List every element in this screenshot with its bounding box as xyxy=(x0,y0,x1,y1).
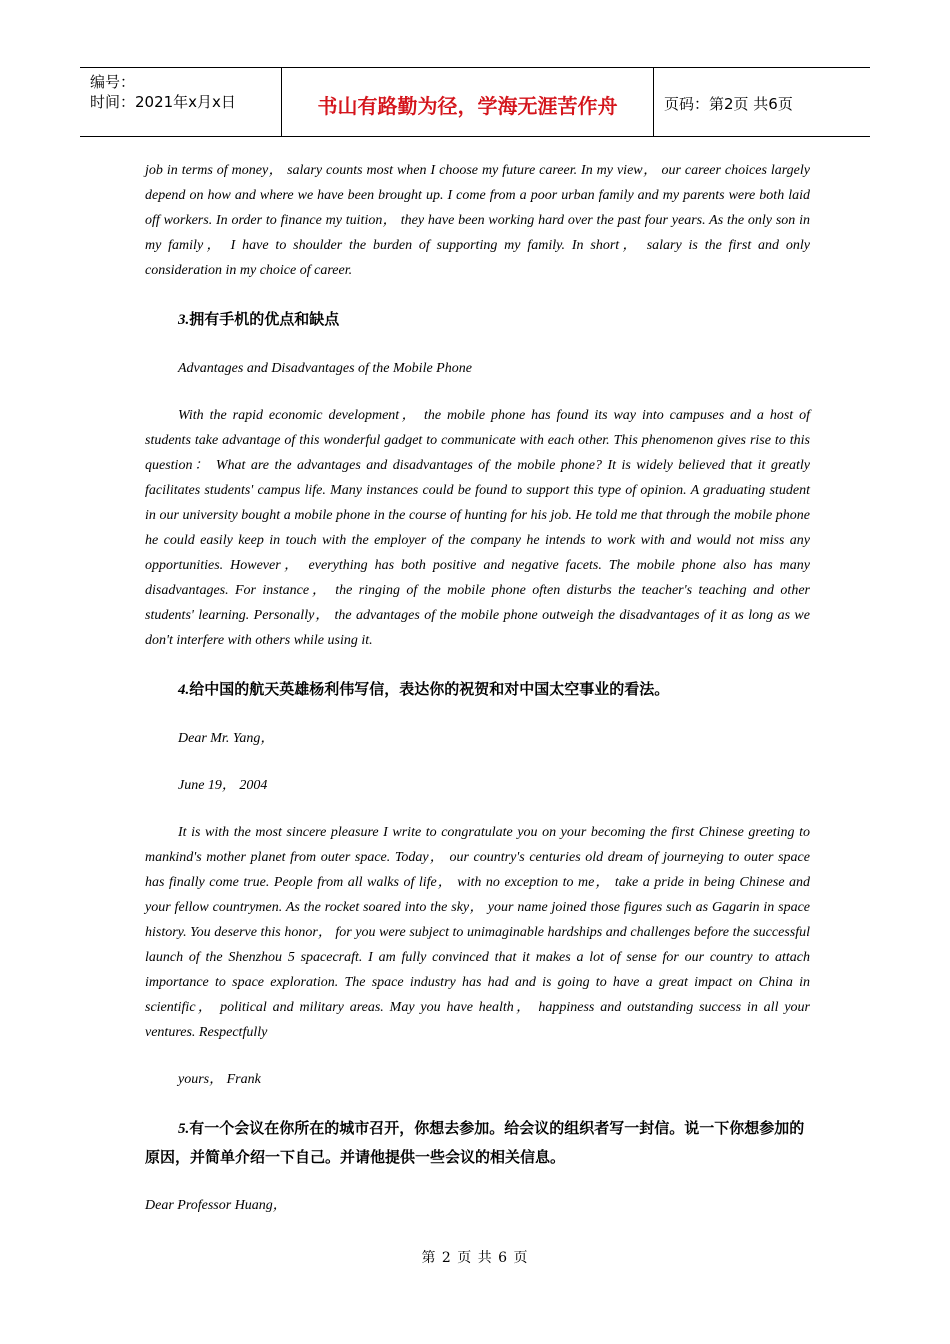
section-3-heading xyxy=(145,305,810,334)
section-4-number: 4. xyxy=(178,682,190,698)
header-motto-cell xyxy=(282,68,654,136)
header-page-info: 页码：第2页 共6页 xyxy=(664,95,793,113)
section-4-closing: yours， Frank xyxy=(178,1072,261,1087)
document-number-label: 编号： xyxy=(90,73,136,91)
section-5-heading xyxy=(145,1114,810,1171)
section-4-letter-body: It is with the most sincere pleasure I write to congratulate you on your becoming the first Chinese greeting to mankind's mother planet from outer space. Today， our country's centuries old dream of journeying to outer space has finally come true. People from all walks of life， with no exception to me， take a pride in being Chinese and your fellow countrymen. As the rocket soared into the sky， your name joined those figures such as Gagarin in space history. You deserve this honor， for you were subject to unimaginable hardships and challenges before the successful launch of the Shenzhou 5 spacecraft. I am fully convinced that it makes a lot of sense for our country to attach importance to space exploration. The space industry has had and is going to have a great impact on China in scientific， political and military areas. May you have health， happiness and outstanding success in all your ventures. Respectfully xyxy=(145,825,810,1040)
section-3-number: 3. xyxy=(178,312,190,328)
section-3-essay-body: With the rapid economic development， the mobile phone has found its way into campuses and a host of students take advantage of this wonderful gadget to communicate with each other. This phenomenon gives rise to this question： What are the advantages and disadvantages of the mobile phone? It is widely believed that it greatly facilitates students' campus life. Many instances could be found to support this type of opinion. A graduating student in our university bought a mobile phone in the course of hunting for his job. He told me that through the mobile phone he could easily keep in touch with the employer of the company he intends to work with and would not miss any opportunities. However， everything has both positive and negative facets. The mobile phone also has many disadvantages. For instance， the ringing of the mobile phone often disturbs the teacher's teaching and other students' learning. Personally， the advantages of the mobile phone outweigh the disadvantages of it as long as we don't interfere with others while using it. xyxy=(145,408,810,648)
section-5-number: 5. xyxy=(178,1121,190,1137)
page-header xyxy=(80,67,870,137)
section-4-heading-text: 给中国的航天英雄杨利伟写信，表达你的祝贺和对中国太空事业的看法。 xyxy=(189,680,670,698)
document-date-label: 时间：2021年x月x日 xyxy=(90,93,236,111)
section-4-date: June 19， 2004 xyxy=(178,778,268,793)
section-3-heading-text: 拥有手机的优点和缺点 xyxy=(189,310,340,328)
section-3-essay-title: Advantages and Disadvantages of the Mobile Phone xyxy=(178,361,472,376)
section-5-salutation: Dear Professor Huang， xyxy=(145,1198,287,1213)
header-motto: 书山有路勤为径，学海无涯苦作舟 xyxy=(317,94,618,118)
header-info-cell xyxy=(80,68,282,136)
document-body xyxy=(145,158,810,1218)
section-5-heading-text: 有一个会议在你所在的城市召开，你想去参加。给会议的组织者写一封信。说一下你想参加的原因，并简单介绍一下自己。并请他提供一些会议的相关信息。 xyxy=(145,1119,805,1166)
intro-paragraph: job in terms of money， salary counts most when I choose my future career. In my view， our career choices largely depend on how and where we have been brought up. I come from a poor urban family and my parents were both laid off workers. In order to finance my tuition， they have been working hard over the past four years. As the only son in my family， I have to shoulder the burden of supporting my family. In short， salary is the first and only consideration in my choice of career. xyxy=(145,163,810,278)
header-page-cell xyxy=(654,68,870,136)
section-4-heading xyxy=(145,675,810,704)
page-footer: 第 2 页 共 6 页 xyxy=(421,1250,529,1266)
section-4-salutation: Dear Mr. Yang， xyxy=(178,731,275,746)
